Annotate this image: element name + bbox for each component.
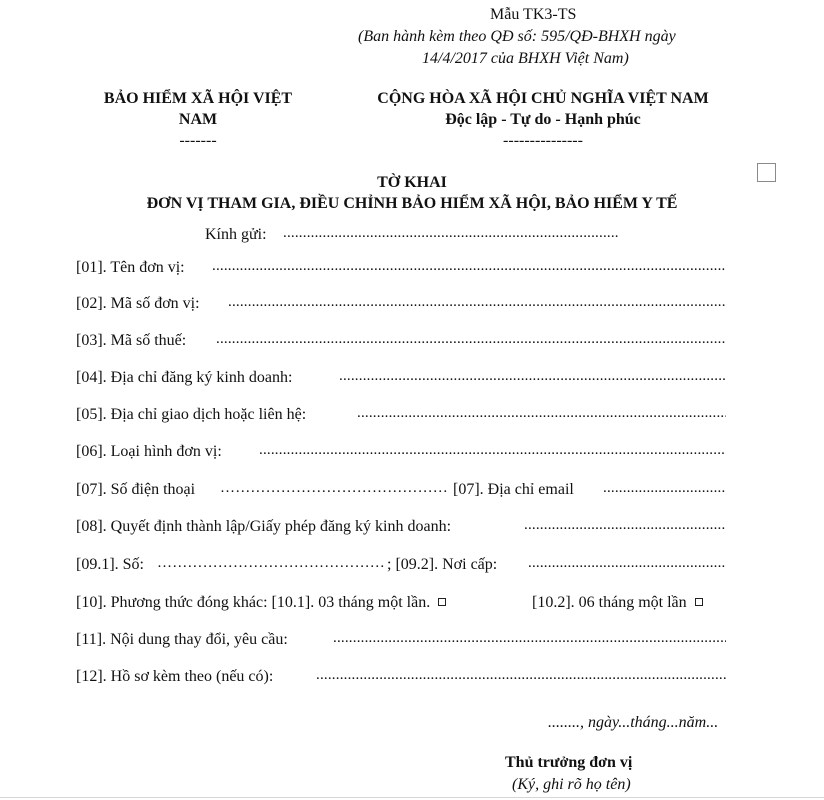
republic-motto: Độc lập - Tự do - Hạnh phúc (445, 111, 641, 128)
field-102-row (532, 594, 703, 614)
agency-name-line1: BẢO HIỂM XÃ HỘI VIỆT (103, 90, 293, 107)
field-091-input[interactable] (157, 555, 385, 575)
form-issued-line1: (Ban hành kèm theo QĐ số: 595/QĐ-BHXH ngày (358, 28, 676, 45)
field-10-row (76, 594, 446, 614)
field-05-input[interactable] (357, 405, 726, 425)
signature-note: (Ký, ghi rõ họ tên) (512, 776, 631, 793)
field-08-input[interactable] (524, 517, 726, 537)
field-091-label: [09.1]. Số: (76, 556, 144, 573)
recipient-label: Kính gửi: (205, 226, 267, 243)
field-06-label: [06]. Loại hình đơn vị: (76, 443, 222, 460)
field-04-input[interactable] (339, 368, 726, 388)
title-main: TỜ KHAI (377, 174, 447, 191)
agency-rule: ------- (179, 132, 217, 149)
agency-name-line2: NAM (178, 111, 218, 128)
field-11-input[interactable] (333, 630, 726, 650)
field-07-email-label: [07]. Địa chỉ email (453, 481, 574, 498)
field-01-input[interactable] (212, 258, 726, 278)
field-10-label: [10]. Phương thức đóng khác: [10.1]. 03 tháng một lần. (76, 594, 431, 611)
form-issued-line2: 14/4/2017 của BHXH Việt Nam) (422, 50, 629, 67)
title-subtitle: ĐƠN VỊ THAM GIA, ĐIỀU CHỈNH BẢO HIỂM XÃ HỘI, BẢO HIỂM Y TẾ (146, 195, 678, 212)
option-3-months-checkbox[interactable] (438, 598, 446, 606)
page-bottom-edge (0, 797, 824, 798)
field-08-label: [08]. Quyết định thành lập/Giấy phép đăng ký kinh doanh: (76, 518, 452, 535)
signature-title: Thủ trưởng đơn vị (505, 754, 633, 771)
field-02-input[interactable] (228, 294, 726, 314)
field-03-label: [03]. Mã số thuế: (76, 332, 187, 349)
signature-date: ........, ngày...tháng...năm... (548, 714, 719, 731)
field-01-label: [01]. Tên đơn vị: (76, 259, 185, 276)
field-102-label: [10.2]. 06 tháng một lần (532, 594, 687, 611)
field-05-label: [05]. Địa chỉ giao dịch hoặc liên hệ: (76, 406, 307, 423)
field-092-label: ; [09.2]. Nơi cấp: (387, 556, 498, 573)
republic-name: CỘNG HÒA XÃ HỘI CHỦ NGHĨA VIỆT NAM (377, 90, 709, 107)
field-07-email-input[interactable] (603, 480, 726, 500)
field-12-label: [12]. Hồ sơ kèm theo (nếu có): (76, 668, 274, 685)
republic-rule: --------------- (503, 132, 583, 149)
field-02-label: [02]. Mã số đơn vị: (76, 295, 200, 312)
field-03-input[interactable] (216, 331, 726, 351)
recipient-input[interactable] (283, 225, 619, 245)
field-06-input[interactable] (259, 442, 726, 462)
option-6-months-checkbox[interactable] (695, 598, 703, 606)
field-11-label: [11]. Nội dung thay đổi, yêu cầu: (76, 631, 288, 648)
field-07-phone-input[interactable] (220, 480, 448, 500)
field-092-input[interactable] (528, 555, 726, 575)
field-12-input[interactable] (316, 667, 726, 687)
form-code: Mẫu TK3-TS (490, 6, 577, 23)
field-07-phone-label: [07]. Số điện thoại (76, 481, 196, 498)
field-04-label: [04]. Địa chỉ đăng ký kinh doanh: (76, 369, 293, 386)
